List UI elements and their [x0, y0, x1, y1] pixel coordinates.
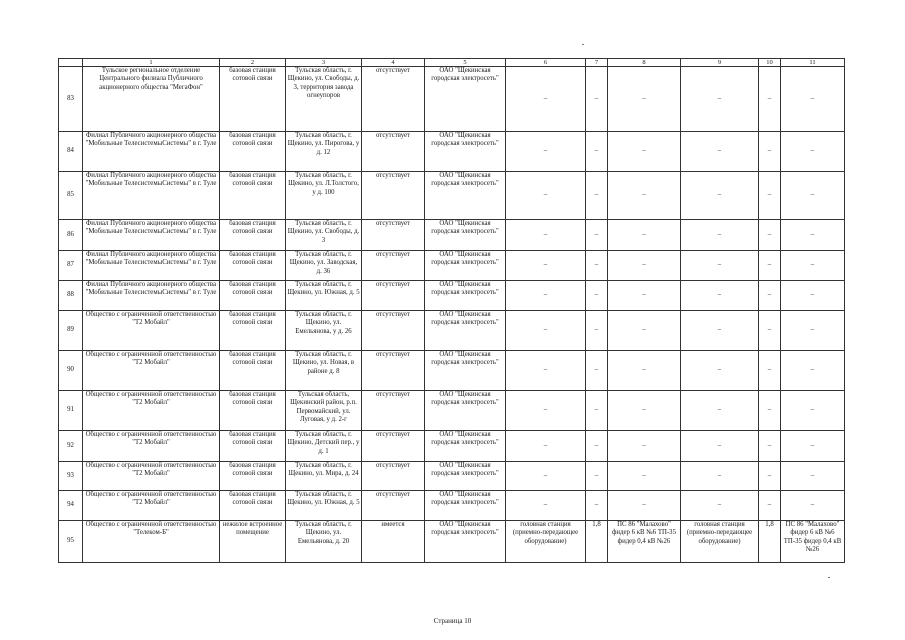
value-cell: –	[681, 491, 759, 521]
value-cell: –	[759, 311, 781, 351]
value-cell: ПС 86 "Малахово" фидер 6 кВ №6 ТП-35 фидер 0,4 кВ №26	[781, 521, 845, 563]
value-cell: –	[681, 311, 759, 351]
presence-cell: отсутствует	[362, 391, 425, 431]
table-row	[59, 220, 845, 251]
value-cell: –	[759, 172, 781, 220]
value-cell: –	[759, 132, 781, 172]
table-row	[59, 311, 845, 351]
register-table	[58, 58, 845, 563]
value-cell: –	[586, 67, 608, 132]
row-number: 95	[59, 521, 83, 563]
header-cell: 3	[286, 59, 362, 67]
object-type-cell: базовая станция сотовой связи	[220, 132, 286, 172]
address-cell: Тульская область, Щекинский район, р.п. Первомайский, ул. Луговая, у д. 2-г	[286, 391, 362, 431]
supplier-cell: ОАО "Щекинская городская электросеть"	[425, 132, 506, 172]
owner-cell: Филиал Публичного акционерного общества "Мобильные ТелесистемыСистемы" в г. Туле	[83, 220, 220, 251]
row-number: 94	[59, 491, 83, 521]
header-cell: 8	[608, 59, 681, 67]
value-cell: –	[586, 462, 608, 491]
value-cell: –	[506, 132, 586, 172]
owner-cell: Общество с ограниченной ответственностью "Телеком-Б"	[83, 521, 220, 563]
owner-cell: Филиал Публичного акционерного общества "Мобильные ТелесистемыСистемы" в г. Туле	[83, 251, 220, 281]
scan-speck	[828, 577, 830, 578]
value-cell: –	[608, 351, 681, 391]
address-cell: Тульская область, г. Щекино, ул. Мира, д. 24	[286, 462, 362, 491]
value-cell: –	[586, 491, 608, 521]
table-row	[59, 172, 845, 220]
address-cell: Тульская область, г. Щекино, ул. Емельянова, д. 20	[286, 521, 362, 563]
supplier-cell: ОАО "Щекинская городская электросеть"	[425, 281, 506, 311]
header-cell: 6	[506, 59, 586, 67]
table-row	[59, 431, 845, 462]
value-cell: –	[586, 172, 608, 220]
presence-cell: отсутствует	[362, 431, 425, 462]
presence-cell: отсутствует	[362, 351, 425, 391]
value-cell: –	[781, 172, 845, 220]
header-cell: 1	[83, 59, 220, 67]
address-cell: Тульская область, г. Щекино, ул. Пирогова, у д. 12	[286, 132, 362, 172]
value-cell: –	[586, 281, 608, 311]
presence-cell: отсутствует	[362, 491, 425, 521]
row-number: 92	[59, 431, 83, 462]
value-cell: –	[608, 281, 681, 311]
address-cell: Тульская область, г. Щекино, ул. Свободы, д. 3	[286, 220, 362, 251]
object-type-cell: базовая станция сотовой связи	[220, 251, 286, 281]
object-type-cell: базовая станция сотовой связи	[220, 220, 286, 251]
value-cell: –	[781, 351, 845, 391]
table-row	[59, 462, 845, 491]
supplier-cell: ОАО "Щекинская городская электросеть"	[425, 351, 506, 391]
supplier-cell: ОАО "Щекинская городская электросеть"	[425, 251, 506, 281]
owner-cell: Общество с ограниченной ответственностью "Т2 Мобайл"	[83, 491, 220, 521]
value-cell: –	[506, 351, 586, 391]
value-cell: –	[608, 132, 681, 172]
value-cell: –	[506, 491, 586, 521]
object-type-cell: нежилое встроенное помещение	[220, 521, 286, 563]
presence-cell: имеется	[362, 521, 425, 563]
owner-cell: Тульское региональное отделение Центрального филиала Публичного акционерного общества "МегаФон"	[83, 67, 220, 132]
value-cell: –	[586, 132, 608, 172]
object-type-cell: базовая станция сотовой связи	[220, 431, 286, 462]
value-cell: –	[506, 67, 586, 132]
value-cell: –	[608, 462, 681, 491]
value-cell: головная станция (приемно-передающее оборудование)	[506, 521, 586, 563]
value-cell: –	[608, 220, 681, 251]
owner-cell: Общество с ограниченной ответственностью "Т2 Мобайл"	[83, 431, 220, 462]
value-cell: –	[781, 462, 845, 491]
object-type-cell: базовая станция сотовой связи	[220, 172, 286, 220]
value-cell: –	[506, 251, 586, 281]
header-cell: 5	[425, 59, 506, 67]
value-cell: –	[681, 281, 759, 311]
supplier-cell: ОАО "Щекинская городская электросеть"	[425, 521, 506, 563]
column-number-row	[59, 59, 845, 67]
value-cell: –	[586, 220, 608, 251]
header-cell: 4	[362, 59, 425, 67]
value-cell: –	[759, 491, 781, 521]
value-cell: –	[586, 431, 608, 462]
page-number: Страница 10	[433, 617, 472, 625]
value-cell: –	[506, 281, 586, 311]
presence-cell: отсутствует	[362, 220, 425, 251]
value-cell: –	[506, 311, 586, 351]
value-cell: –	[681, 172, 759, 220]
presence-cell: отсутствует	[362, 251, 425, 281]
value-cell: 1,8	[759, 521, 781, 563]
row-number: 86	[59, 220, 83, 251]
value-cell: –	[759, 431, 781, 462]
supplier-cell: ОАО "Щекинская городская электросеть"	[425, 67, 506, 132]
owner-cell: Филиал Публичного акционерного общества "Мобильные ТелесистемыСистемы" в г. Туле	[83, 172, 220, 220]
object-type-cell: базовая станция сотовой связи	[220, 67, 286, 132]
value-cell: –	[781, 311, 845, 351]
value-cell: –	[781, 67, 845, 132]
value-cell: –	[586, 251, 608, 281]
owner-cell: Общество с ограниченной ответственностью "Т2 Мобайл"	[83, 311, 220, 351]
table-row	[59, 491, 845, 521]
value-cell: –	[781, 281, 845, 311]
value-cell: –	[681, 431, 759, 462]
row-number: 87	[59, 251, 83, 281]
value-cell: –	[781, 132, 845, 172]
value-cell: ПС 86 "Малахово" фидер 6 кВ №6 ТП-35 фидер 0,4 кВ №26	[608, 521, 681, 563]
value-cell: –	[608, 251, 681, 281]
row-number: 91	[59, 391, 83, 431]
table-row	[59, 521, 845, 563]
value-cell: –	[759, 67, 781, 132]
supplier-cell: ОАО "Щекинская городская электросеть"	[425, 311, 506, 351]
presence-cell: отсутствует	[362, 67, 425, 132]
table-row	[59, 281, 845, 311]
value-cell: –	[506, 220, 586, 251]
header-cell: 11	[781, 59, 845, 67]
row-number: 89	[59, 311, 83, 351]
header-cell: 9	[681, 59, 759, 67]
value-cell: –	[781, 220, 845, 251]
value-cell: –	[506, 391, 586, 431]
table-row	[59, 67, 845, 132]
presence-cell: отсутствует	[362, 281, 425, 311]
object-type-cell: базовая станция сотовой связи	[220, 462, 286, 491]
value-cell: –	[608, 391, 681, 431]
value-cell: –	[759, 351, 781, 391]
supplier-cell: ОАО "Щекинская городская электросеть"	[425, 462, 506, 491]
header-cell: 10	[759, 59, 781, 67]
supplier-cell: ОАО "Щекинская городская электросеть"	[425, 491, 506, 521]
row-number: 93	[59, 462, 83, 491]
value-cell: –	[608, 311, 681, 351]
object-type-cell: базовая станция сотовой связи	[220, 391, 286, 431]
header-cell: 2	[220, 59, 286, 67]
object-type-cell: базовая станция сотовой связи	[220, 281, 286, 311]
owner-cell: Филиал Публичного акционерного общества "Мобильные ТелесистемыСистемы" в г. Туле	[83, 281, 220, 311]
supplier-cell: ОАО "Щекинская городская электросеть"	[425, 220, 506, 251]
value-cell: –	[681, 220, 759, 251]
address-cell: Тульская область, г. Щекино, ул. Южная, д. 5	[286, 491, 362, 521]
value-cell: –	[681, 391, 759, 431]
presence-cell: отсутствует	[362, 132, 425, 172]
scan-speck	[582, 44, 584, 45]
value-cell: –	[759, 391, 781, 431]
value-cell: –	[506, 462, 586, 491]
value-cell: –	[681, 462, 759, 491]
value-cell: –	[586, 311, 608, 351]
supplier-cell: ОАО "Щекинская городская электросеть"	[425, 431, 506, 462]
value-cell: –	[759, 220, 781, 251]
address-cell: Тульская область, г. Щекино, ул. Южная, д. 5	[286, 281, 362, 311]
owner-cell: Общество с ограниченной ответственностью "Т2 Мобайл"	[83, 462, 220, 491]
object-type-cell: базовая станция сотовой связи	[220, 311, 286, 351]
table-row	[59, 391, 845, 431]
value-cell: –	[759, 462, 781, 491]
value-cell: –	[681, 251, 759, 281]
value-cell: головная станция (приемно-передающее оборудование)	[681, 521, 759, 563]
value-cell: 1,8	[586, 521, 608, 563]
presence-cell: отсутствует	[362, 462, 425, 491]
row-number: 84	[59, 132, 83, 172]
header-cell-index	[59, 59, 83, 67]
value-cell: –	[681, 67, 759, 132]
address-cell: Тульская область, г. Щекино, ул. Л.Толстого, у д. 100	[286, 172, 362, 220]
value-cell: –	[781, 491, 845, 521]
value-cell: –	[781, 391, 845, 431]
value-cell: –	[506, 431, 586, 462]
value-cell: –	[781, 431, 845, 462]
owner-cell: Общество с ограниченной ответственностью "Т2 Мобайл"	[83, 351, 220, 391]
supplier-cell: ОАО "Щекинская городская электросеть"	[425, 172, 506, 220]
address-cell: Тульская область, г. Щекино, ул. Новая, в районе д. 8	[286, 351, 362, 391]
row-number: 88	[59, 281, 83, 311]
owner-cell: Общество с ограниченной ответственностью "Т2 Мобайл"	[83, 391, 220, 431]
owner-cell: Филиал Публичного акционерного общества "Мобильные ТелесистемыСистемы" в г. Туле	[83, 132, 220, 172]
value-cell: –	[681, 351, 759, 391]
row-number: 85	[59, 172, 83, 220]
presence-cell: отсутствует	[362, 311, 425, 351]
table-row	[59, 251, 845, 281]
address-cell: Тульская область, г. Щекино, ул. Свободы, д. 3, территория завода огнеупоров	[286, 67, 362, 132]
value-cell: –	[608, 172, 681, 220]
value-cell: –	[759, 281, 781, 311]
table-row	[59, 351, 845, 391]
value-cell: –	[608, 491, 681, 521]
address-cell: Тульская область, г. Щекино, Детский пер., у д. 1	[286, 431, 362, 462]
address-cell: Тульская область, г. Щекино, ул. Емельянова, у д. 26	[286, 311, 362, 351]
object-type-cell: базовая станция сотовой связи	[220, 491, 286, 521]
supplier-cell: ОАО "Щекинская городская электросеть"	[425, 391, 506, 431]
value-cell: –	[608, 431, 681, 462]
row-number: 90	[59, 351, 83, 391]
value-cell: –	[586, 391, 608, 431]
value-cell: –	[586, 351, 608, 391]
value-cell: –	[681, 132, 759, 172]
address-cell: Тульская область, г. Щекино, ул. Заводская, д. 36	[286, 251, 362, 281]
value-cell: –	[759, 251, 781, 281]
object-type-cell: базовая станция сотовой связи	[220, 351, 286, 391]
presence-cell: отсутствует	[362, 172, 425, 220]
row-number: 83	[59, 67, 83, 132]
header-cell: 7	[586, 59, 608, 67]
value-cell: –	[506, 172, 586, 220]
value-cell: –	[781, 251, 845, 281]
value-cell: –	[608, 67, 681, 132]
table-body	[59, 67, 845, 563]
table-row	[59, 132, 845, 172]
